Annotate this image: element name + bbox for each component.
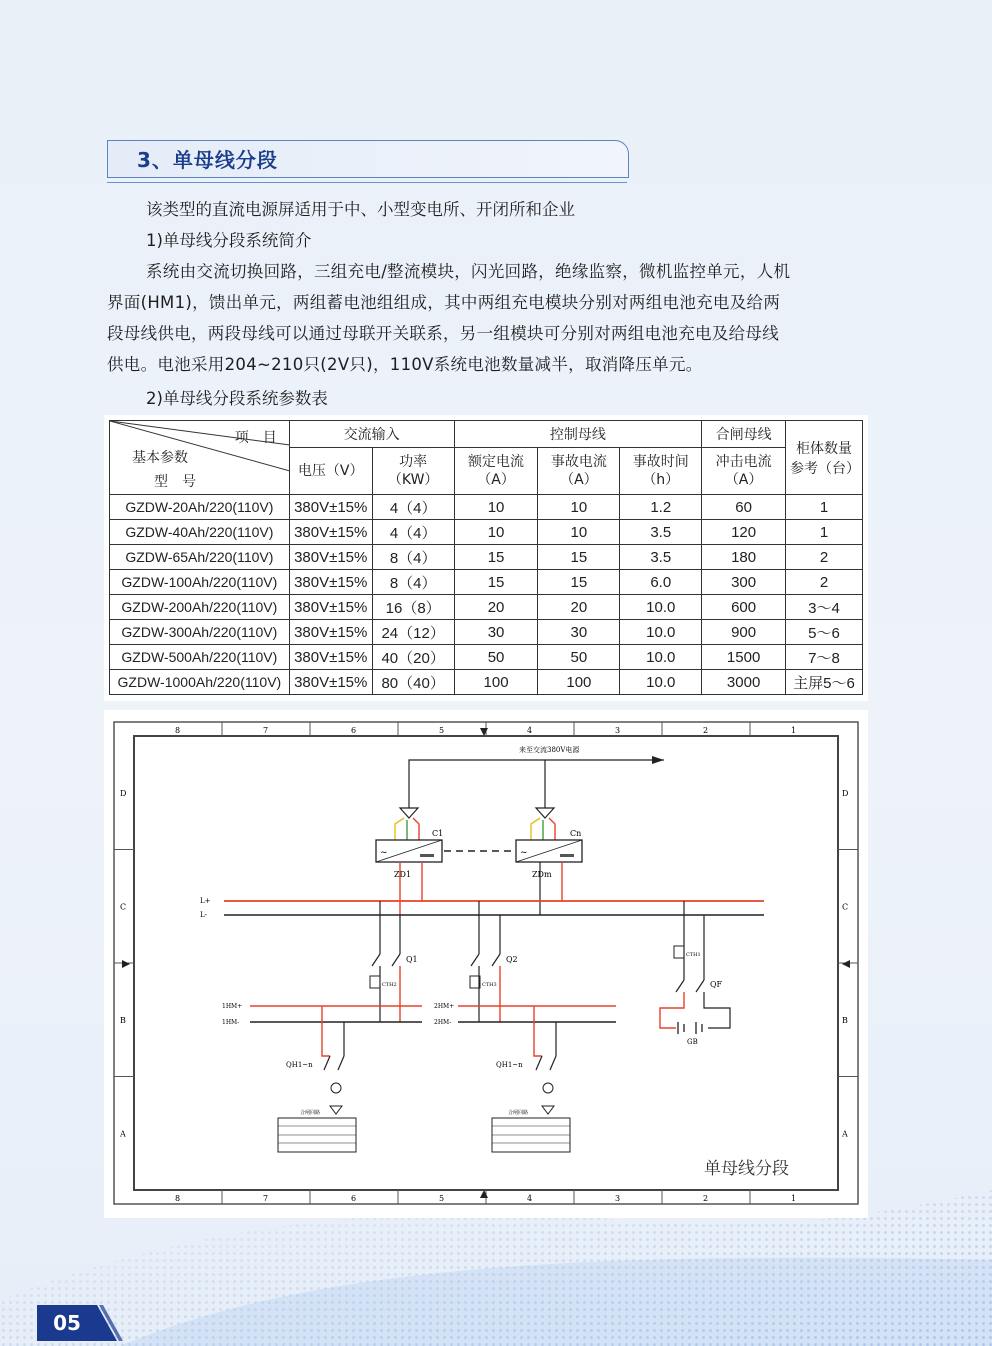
body-line: 供电。电池采用204~210只(2V只)，110V系统电池数量减半，取消降压单元。 <box>107 355 703 374</box>
group-header-ac-input: 交流输入 <box>289 421 454 448</box>
feeder2-pos-wire <box>534 1006 542 1056</box>
bus-neg-label: L- <box>200 911 208 919</box>
corner-item-label: 项 目 <box>234 430 277 446</box>
table-cell: 20 <box>538 595 620 620</box>
diode-zdm-label: ZDm <box>532 870 552 879</box>
column-mark: 3 <box>615 726 621 735</box>
feeder2-meter-icon <box>543 1083 553 1093</box>
table-cell: GZDW-1000Ah/220(110V) <box>110 670 290 695</box>
row-marks <box>114 789 858 1139</box>
page-badge-tail-icon <box>85 1305 125 1341</box>
feeder1-switch-symbol <box>324 1056 344 1070</box>
table-cell: 380V±15% <box>289 595 372 620</box>
body-line: 界面(HM1)，馈出单元，两组蓄电池组组成，其中两组充电模块分别对两组电池充电及给两 <box>107 293 781 312</box>
table-cell: 6.0 <box>620 570 702 595</box>
table-cell: 10 <box>538 495 620 520</box>
column-mark: 8 <box>175 726 181 735</box>
table-cell: 10 <box>454 495 538 520</box>
switch-q1-label: Q1 <box>406 955 418 964</box>
table-row <box>110 570 863 595</box>
table-cell: 100 <box>454 670 538 695</box>
section-title: 3、单母线分段 <box>137 148 278 172</box>
table-row <box>110 620 863 645</box>
charger-c1-dc-symbol <box>420 854 434 857</box>
group-header-cabinet-count: 柜体数量参考（台） <box>786 421 863 495</box>
diagram-caption: 单母线分段 <box>704 1159 789 1179</box>
charger-c1-ac-symbol: ~ <box>380 848 388 858</box>
table-cell: 15 <box>454 570 538 595</box>
table-cell: GZDW-40Ah/220(110V) <box>110 520 290 545</box>
body-paragraph <box>107 256 872 380</box>
column-mark: 4 <box>527 726 533 735</box>
table-cell: 10.0 <box>620 620 702 645</box>
table-cell: GZDW-20Ah/220(110V) <box>110 495 290 520</box>
switch-q2-symbol <box>471 954 500 966</box>
charger1-input-triangle <box>400 808 418 818</box>
body-line: 系统由交流切换回路，三组充电/整流模块，闪光回路，绝缘监察，微机监控单元，人机 <box>146 262 791 281</box>
row-mark: D <box>842 788 849 798</box>
table-cell: 10 <box>538 520 620 545</box>
table-cell: 7～8 <box>786 645 863 670</box>
ac-phase-yellow-wire <box>395 818 404 840</box>
table-cell: 2 <box>786 570 863 595</box>
top-arrow-icon <box>480 728 488 736</box>
ac-feed-line <box>409 760 664 808</box>
param-table-body <box>110 495 863 695</box>
table-cell: 50 <box>538 645 620 670</box>
row-mark: B <box>842 1015 848 1025</box>
table-cell: 1500 <box>702 645 786 670</box>
table-cell: 380V±15% <box>289 495 372 520</box>
table-cell: 60 <box>702 495 786 520</box>
table-cell: 40（20） <box>372 645 454 670</box>
inner-frame <box>134 736 838 1190</box>
feeder2-output-icon <box>542 1106 554 1114</box>
row-mark: C <box>120 902 127 912</box>
bus1-pos-label: 1HM+ <box>222 1003 243 1010</box>
wiring-diagram-panel <box>104 710 868 1218</box>
table-cell: 2 <box>786 545 863 570</box>
col-header-fault-current: 事故电流（A） <box>538 448 620 495</box>
table-cell: 120 <box>702 520 786 545</box>
table-cell: 3.5 <box>620 520 702 545</box>
column-mark: 5 <box>439 1194 445 1203</box>
table-cell: 3000 <box>702 670 786 695</box>
ac-source-label: 来至交流380V电源 <box>519 746 580 754</box>
table-cell: 4（4） <box>372 520 454 545</box>
col-header-fault-time: 事故时间（h） <box>620 448 702 495</box>
table-cell: 5～6 <box>786 620 863 645</box>
feeder1-box-title: 合闸回路 <box>300 1110 321 1116</box>
column-mark: 2 <box>703 1194 709 1203</box>
page-number-badge: 05 <box>37 1305 97 1341</box>
table-cell: 900 <box>702 620 786 645</box>
battery-gb-icon <box>678 1022 702 1034</box>
table-cell: 30 <box>538 620 620 645</box>
ct-qf-icon <box>674 946 684 958</box>
corner-param-label: 基本参数 <box>132 450 188 466</box>
column-mark: 7 <box>263 726 269 735</box>
right-arrow-icon <box>842 960 850 968</box>
table-cell: 380V±15% <box>289 545 372 570</box>
ac-feed-arrow-icon <box>652 756 664 764</box>
charger-cn-dc-symbol <box>560 854 574 857</box>
table-cell: 15 <box>454 545 538 570</box>
bus2-neg-label: 2HM- <box>434 1019 452 1026</box>
ct-q2-label: CTH3 <box>482 982 497 988</box>
table-cell: 300 <box>702 570 786 595</box>
column-mark: 6 <box>351 1194 357 1203</box>
table-cell: 8（4） <box>372 570 454 595</box>
diode-zd1-label: ZD1 <box>394 870 412 879</box>
feeder1-label: QH1~n <box>286 1061 313 1069</box>
table-cell: GZDW-500Ah/220(110V) <box>110 645 290 670</box>
chargern-input-triangle <box>536 808 554 818</box>
ct-qf-label: CTH1 <box>686 952 701 958</box>
table-cell: 4（4） <box>372 495 454 520</box>
column-mark: 5 <box>439 726 445 735</box>
table-cell: 180 <box>702 545 786 570</box>
ac-phase-red-wire <box>413 818 419 840</box>
feeder1-meter-icon <box>331 1083 341 1093</box>
col-header-power: 功率（KW） <box>372 448 454 495</box>
column-mark: 2 <box>703 726 709 735</box>
column-mark: 1 <box>791 1194 797 1203</box>
col-header-impact-current: 冲击电流（A） <box>702 448 786 495</box>
table-cell: 380V±15% <box>289 570 372 595</box>
table-cell: 50 <box>454 645 538 670</box>
table-cell: 10.0 <box>620 595 702 620</box>
column-mark: 3 <box>615 1194 621 1203</box>
table-row <box>110 545 863 570</box>
row-mark: A <box>842 1129 848 1139</box>
table-cell: 380V±15% <box>289 645 372 670</box>
column-mark: 8 <box>175 1194 181 1203</box>
table-cell: 380V±15% <box>289 620 372 645</box>
table-row <box>110 595 863 620</box>
feeder1-output-icon <box>330 1106 342 1114</box>
outer-frame <box>114 722 858 1204</box>
table-cell: 16（8） <box>372 595 454 620</box>
table-row <box>110 670 863 695</box>
table-cell: 1 <box>786 520 863 545</box>
column-mark: 6 <box>351 726 357 735</box>
table-cell: 15 <box>538 545 620 570</box>
table-cell: GZDW-300Ah/220(110V) <box>110 620 290 645</box>
subheading-param-table: 2)单母线分段系统参数表 <box>146 389 328 408</box>
row-mark: B <box>120 1015 126 1025</box>
table-cell: 600 <box>702 595 786 620</box>
param-table-panel <box>104 415 868 701</box>
charger-c1-label: C1 <box>432 829 444 838</box>
feeder1-pos-wire <box>322 1006 330 1056</box>
table-cell: GZDW-100Ah/220(110V) <box>110 570 290 595</box>
table-cell: GZDW-65Ah/220(110V) <box>110 545 290 570</box>
table-cell: 3～4 <box>786 595 863 620</box>
ct-q1-label: CTH2 <box>382 982 397 988</box>
table-cell: 主屏5～6 <box>786 670 863 695</box>
table-row <box>110 645 863 670</box>
battery-pos-wire <box>660 992 684 1028</box>
bus-pos-label: L+ <box>200 897 211 905</box>
col-header-voltage: 电压（V） <box>289 448 372 495</box>
bottom-arrow-icon <box>480 1190 488 1198</box>
table-cell: 1 <box>786 495 863 520</box>
table-cell: 100 <box>538 670 620 695</box>
wiring-diagram <box>104 710 868 1218</box>
group-header-closing-bus: 合闸母线 <box>702 421 786 448</box>
column-mark: 1 <box>791 726 797 735</box>
charger-cn-ac-symbol: ~ <box>520 848 528 858</box>
table-cell: 20 <box>454 595 538 620</box>
row-mark: C <box>842 902 849 912</box>
table-cell: 380V±15% <box>289 520 372 545</box>
group-header-control-bus: 控制母线 <box>454 421 702 448</box>
table-cell: 1.2 <box>620 495 702 520</box>
column-marks <box>175 722 796 1204</box>
corner-model-label: 型 号 <box>154 474 196 490</box>
col-header-rated-current: 额定电流（A） <box>454 448 538 495</box>
table-cell: 30 <box>454 620 538 645</box>
table-cell: 8（4） <box>372 545 454 570</box>
feeder2-label: QH1~n <box>496 1061 523 1069</box>
table-cell: 80（40） <box>372 670 454 695</box>
ac-phase-yellow-wire-2 <box>531 818 540 840</box>
intro-text: 该类型的直流电源屏适用于中、小型变电所、开闭所和企业 <box>146 200 575 219</box>
row-mark: D <box>120 788 127 798</box>
table-cell: 24（12） <box>372 620 454 645</box>
table-cell: 10.0 <box>620 670 702 695</box>
table-corner-header <box>110 421 290 495</box>
subheading-overview: 1)单母线分段系统简介 <box>146 231 312 250</box>
bus2-pos-label: 2HM+ <box>434 1003 455 1010</box>
body-line: 段母线供电，两段母线可以通过母联开关联系，另一组模块可分别对两组电池充电及给母线 <box>107 324 779 343</box>
table-cell: 15 <box>538 570 620 595</box>
bus1-neg-label: 1HM- <box>222 1019 240 1026</box>
switch-q2-label: Q2 <box>506 955 518 964</box>
switch-qf-symbol <box>676 980 704 992</box>
battery-label: GB <box>687 1038 698 1046</box>
table-cell: 3.5 <box>620 545 702 570</box>
switch-qf-label: QF <box>710 980 723 989</box>
row-mark: A <box>120 1129 126 1139</box>
table-row <box>110 495 863 520</box>
charger-cn-label: Cn <box>570 829 582 838</box>
feeder2-switch-symbol <box>536 1056 556 1070</box>
table-cell: 10 <box>454 520 538 545</box>
column-mark: 4 <box>527 1194 533 1203</box>
param-table <box>109 420 863 695</box>
feeder2-box-title: 合闸回路 <box>508 1110 529 1116</box>
ct-q1-icon <box>370 976 380 988</box>
table-cell: GZDW-200Ah/220(110V) <box>110 595 290 620</box>
ac-phase-red-wire-2 <box>549 818 555 840</box>
column-mark: 7 <box>263 1194 269 1203</box>
battery-neg-wire <box>704 992 730 1028</box>
left-arrow-icon <box>122 960 130 968</box>
heading-underline <box>107 182 627 183</box>
table-cell: 10.0 <box>620 645 702 670</box>
switch-q1-symbol <box>372 954 400 966</box>
table-cell: 380V±15% <box>289 670 372 695</box>
table-row <box>110 520 863 545</box>
